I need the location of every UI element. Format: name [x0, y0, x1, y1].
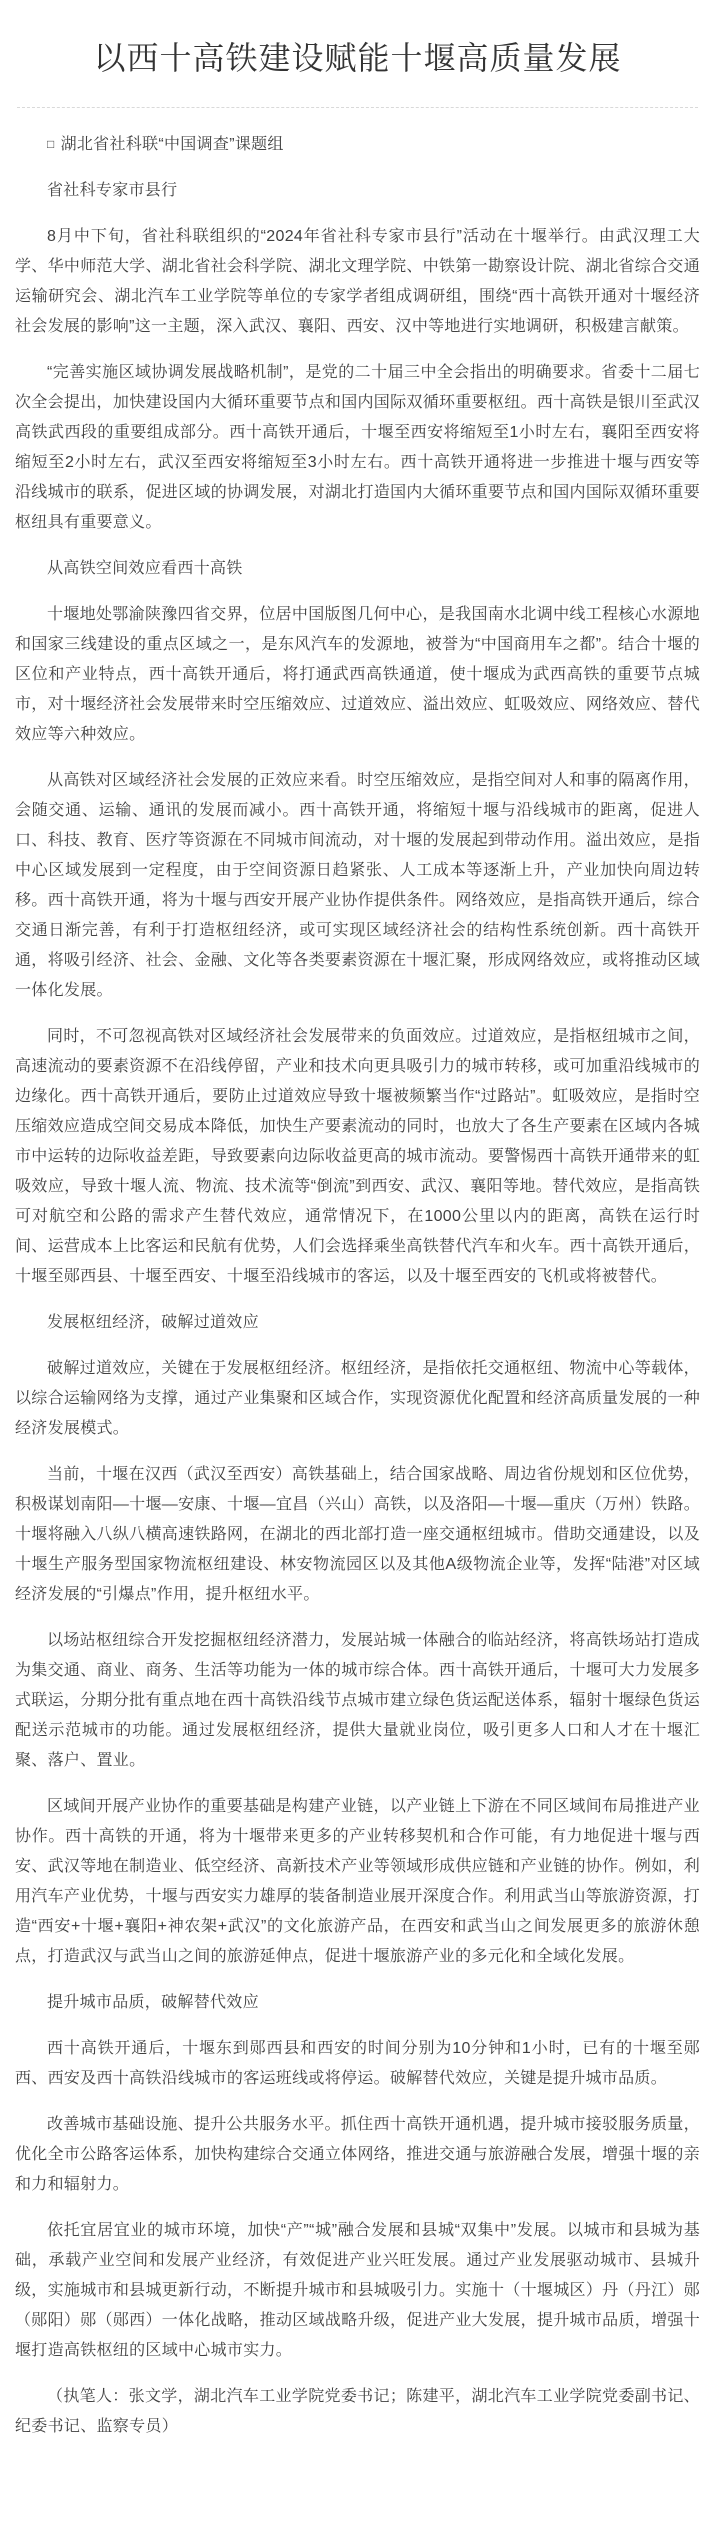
byline — [15, 130, 700, 160]
article-paragraph: 改善城市基础设施、提升公共服务水平。抓住西十高铁开通机遇，提升城市接驳服务质量，优化全市公路客运体系，加快构建综合交通立体网络，推进交通与旅游融合发展，增强十堰的亲和力和辐射力。 — [15, 2116, 700, 2193]
byline-square-icon: □ — [47, 137, 55, 151]
article-paragraph: 当前，十堰在汉西（武汉至西安）高铁基础上，结合国家战略、周边省份规划和区位优势，积极谋划南阳—十堰—安康、十堰—宜昌（兴山）高铁，以及洛阳—十堰—重庆（万州）铁路。十堰将融入八纵八横高速铁路网，在湖北的西北部打造一座交通枢纽城市。借助交通建设，以及十堰生产服务型国家物流枢纽建设、林安物流园区以及其他A级物流企业等，发挥“陆港”对区域经济发展的“引爆点”作用，提升枢纽水平。 — [15, 1466, 700, 1603]
article-paragraph: 破解过道效应，关键在于发展枢纽经济。枢纽经济，是指依托交通枢纽、物流中心等载体，以综合运输网络为支撑，通过产业集聚和区域合作，实现资源优化配置和经济高质量发展的一种经济发展模式。 — [15, 1360, 700, 1437]
article-paragraph: “完善实施区域协调发展战略机制”，是党的二十届三中全会指出的明确要求。省委十二届七次全会提出，加快建设国内大循环重要节点和国内国际双循环重要枢纽。西十高铁是银川至武汉高铁武西段的重要组成部分。西十高铁开通后，十堰至西安将缩短至1小时左右，襄阳至西安将缩短至2小时左右，武汉至西安将缩短至3小时左右。西十高铁开通将进一步推进十堰与西安等沿线城市的联系，促进区域的协调发展，对湖北打造国内大循环重要节点和国内国际双循环重要枢纽具有重要意义。 — [15, 364, 700, 531]
article-authors: （执笔人：张文学，湖北汽车工业学院党委书记；陈建平，湖北汽车工业学院党委副书记、纪委书记、监察专员） — [15, 2388, 700, 2435]
section-heading: 从高铁空间效应看西十高铁 — [47, 560, 243, 577]
article-paragraph: 区域间开展产业协作的重要基础是构建产业链，以产业链上下游在不同区域间布局推进产业协作。西十高铁的开通，将为十堰带来更多的产业转移契机和合作可能，有力地促进十堰与西安、武汉等地在制造业、低空经济、高新技术产业等领域形成供应链和产业链的协作。例如，利用汽车产业优势，十堰与西安实力雄厚的装备制造业展开深度合作。利用武当山等旅游资源，打造“西安+十堰+襄阳+神农架+武汉”的文化旅游产品，在西安和武当山之间发展更多的旅游休憩点，打造武汉与武当山之间的旅游延伸点，促进十堰旅游产业的多元化和全域化发展。 — [15, 1798, 700, 1965]
article-title: 以西十高铁建设赋能十堰高质量发展 — [93, 40, 622, 76]
article-paragraph: 同时，不可忽视高铁对区域经济社会发展带来的负面效应。过道效应，是指枢纽城市之间，高速流动的要素资源不在沿线停留，产业和技术向更具吸引力的城市转移，或可加重沿线城市的边缘化。西十高铁开通后，要防止过道效应导致十堰被频繁当作“过路站”。虹吸效应，是指时空压缩效应造成空间交易成本降低，加快生产要素流动的同时，也放大了各生产要素在区域内各城市中运转的边际收益差距，导致要素向边际收益更高的城市流动。要警惕西十高铁开通带来的虹吸效应，导致十堰人流、物流、技术流等“倒流”到西安、武汉、襄阳等地。替代效应，是指高铁可对航空和公路的需求产生替代效应，通常情况下，在1000公里以内的距离，高铁在运行时间、运营成本上比客运和民航有优势，人们会选择乘坐高铁替代汽车和火车。西十高铁开通后，十堰至郧西县、十堰至西安、十堰至沿线城市的客运，以及十堰至西安的飞机或将被替代。 — [15, 1028, 700, 1285]
article-paragraph: 从高铁对区域经济社会发展的正效应来看。时空压缩效应，是指空间对人和事的隔离作用，会随交通、运输、通讯的发展而减小。西十高铁开通，将缩短十堰与沿线城市的距离，促进人口、科技、教育、医疗等资源在不同城市间流动，对十堰的发展起到带动作用。溢出效应，是指中心区域发展到一定程度，由于空间资源日趋紧张、人工成本等逐渐上升，产业加快向周边转移。西十高铁开通，将为十堰与西安开展产业协作提供条件。网络效应，是指高铁开通后，综合交通日渐完善，有利于打造枢纽经济，或可实现区域经济社会的结构性系统创新。西十高铁开通，将吸引经济、社会、金融、文化等各类要素资源在十堰汇聚，形成网络效应，或将推动区域一体化发展。 — [15, 772, 700, 999]
article-paragraph: 十堰地处鄂渝陕豫四省交界，位居中国版图几何中心，是我国南水北调中线工程核心水源地和国家三线建设的重点区域之一，是东风汽车的发源地，被誉为“中国商用车之都”。结合十堰的区位和产业特点，西十高铁开通后，将打通武西高铁通道，使十堰成为武西高铁的重要节点城市，对十堰经济社会发展带来时空压缩效应、过道效应、溢出效应、虹吸效应、网络效应、替代效应等六种效应。 — [15, 606, 700, 743]
divider — [17, 107, 698, 108]
article-paragraph: 西十高铁开通后，十堰东到郧西县和西安的时间分别为10分钟和1小时，已有的十堰至郧西、西安及西十高铁沿线城市的客运班线或将停运。破解替代效应，关键是提升城市品质。 — [15, 2040, 700, 2087]
article-paragraph: 8月中下旬，省社科联组织的“2024年省社科专家市县行”活动在十堰举行。由武汉理工大学、华中师范大学、湖北省社会科学院、湖北文理学院、中铁第一勘察设计院、湖北省综合交通运输研究会、湖北汽车工业学院等单位的专家学者组成调研组，围绕“西十高铁开通对十堰经济社会发展的影响”这一主题，深入武汉、襄阳、西安、汉中等地进行实地调研，积极建言献策。 — [15, 228, 700, 335]
article-paragraph: 依托宜居宜业的城市环境，加快“产”“城”融合发展和县城“双集中”发展。以城市和县城为基础，承载产业空间和发展产业经济，有效促进产业兴旺发展。通过产业发展驱动城市、县城升级，实施城市和县城更新行动，不断提升城市和县城吸引力。实施十（十堰城区）丹（丹江）郧（郧阳）郧（郧西）一体化战略，推动区域战略升级，促进产业大发展，提升城市品质，增强十堰打造高铁枢纽的区域中心城市实力。 — [15, 2222, 700, 2359]
article — [0, 39, 715, 2472]
byline-text: 湖北省社科联“中国调查”课题组 — [60, 136, 284, 153]
section-heading: 发展枢纽经济，破解过道效应 — [47, 1314, 259, 1331]
article-paragraph: 以场站枢纽综合开发挖掘枢纽经济潜力，发展站城一体融合的临站经济，将高铁场站打造成为集交通、商业、商务、生活等功能为一体的城市综合体。西十高铁开通后，十堰可大力发展多式联运，分期分批有重点地在西十高铁沿线节点城市建立绿色货运配送体系，辐射十堰绿色货运配送示范城市的功能。通过发展枢纽经济，提供大量就业岗位，吸引更多人口和人才在十堰汇聚、落户、置业。 — [15, 1632, 700, 1769]
section-heading: 提升城市品质，破解替代效应 — [47, 1994, 259, 2011]
article-lede: 省社科专家市县行 — [47, 182, 178, 199]
